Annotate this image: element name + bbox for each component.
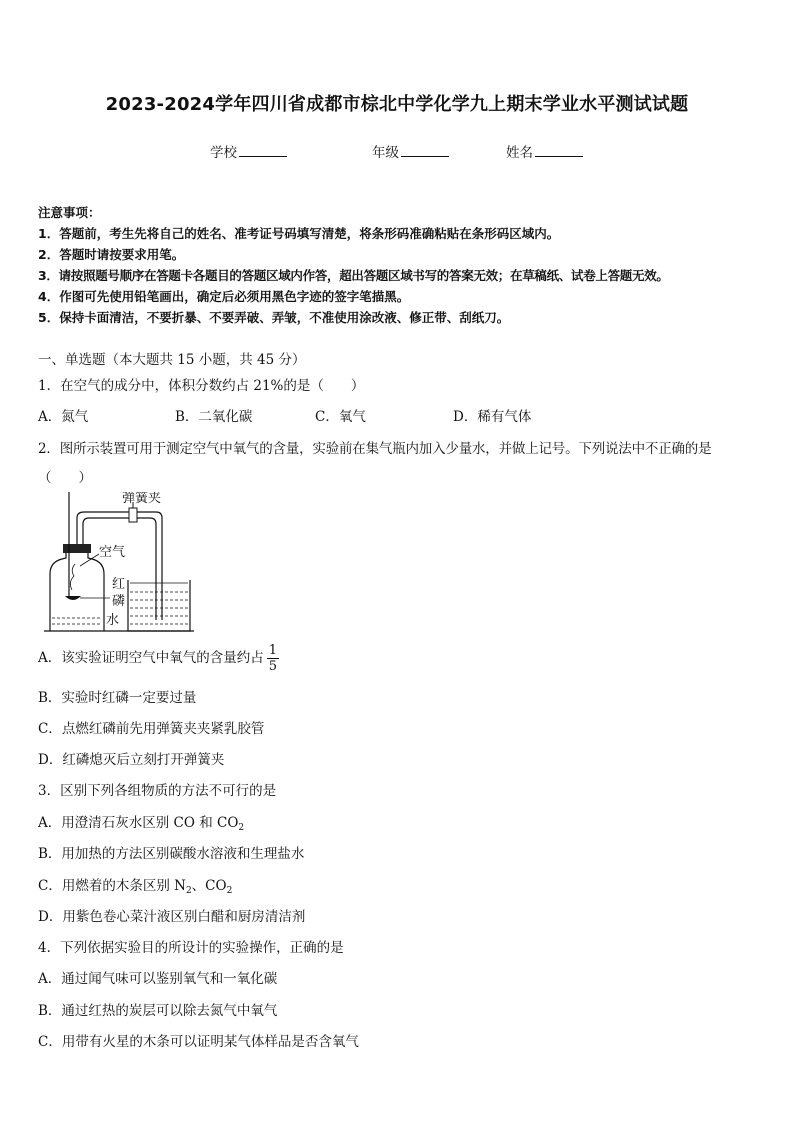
q2-option-b: B．实验时红磷一定要过量 [38, 690, 197, 706]
name-blank [535, 144, 583, 157]
notice-item: 5．保持卡面清洁，不要折暴、不要弄破、弄皱，不准使用涂改液、修正带、刮纸刀。 [38, 310, 510, 325]
name-label: 姓名 [506, 145, 533, 161]
school-field [210, 141, 287, 161]
q1-option-b: B．二氧化碳 [175, 409, 253, 425]
apparatus-diagram [44, 492, 196, 636]
question-4-stem: 4．下列依据实验目的所设计的实验操作，正确的是 [38, 940, 344, 956]
label-clamp: 弹簧夹 [122, 492, 162, 506]
question-1-stem: 1．在空气的成分中，体积分数约占 21%的是（ ） [38, 378, 365, 394]
q2-option-c: C．点燃红磷前先用弹簧夹夹紧乳胶管 [38, 721, 265, 737]
label-phosphorus: 磷 [112, 594, 126, 609]
name-field [506, 141, 583, 161]
grade-label: 年级 [372, 145, 399, 161]
q4-option-b: B．通过红热的炭层可以除去氮气中氧气 [38, 1003, 278, 1019]
notice-item: 4．作图可先使用铅笔画出，确定后必须用黑色字迹的签字笔描黑。 [38, 289, 410, 304]
notice-heading: 注意事项： [38, 205, 101, 220]
subscript: 2 [238, 823, 245, 833]
q3-option-c-text-mid: 、CO [191, 878, 227, 894]
label-water: 水 [106, 613, 120, 628]
q1-option-c: C．氧气 [315, 409, 366, 425]
label-air: 空气 [99, 545, 126, 560]
q2-option-a [38, 643, 279, 674]
q2-option-d: D．红磷熄灭后立刻打开弹簧夹 [38, 752, 225, 768]
notice-item: 2．答题时请按要求用笔。 [38, 247, 185, 262]
subscript: 2 [226, 886, 233, 896]
q2-option-a-text: A．该实验证明空气中氧气的含量约占 [38, 650, 264, 666]
label-red: 红 [112, 577, 126, 592]
grade-blank [401, 144, 449, 157]
q1-option-d: D．稀有气体 [453, 409, 532, 425]
q4-option-c: C．用带有火星的木条可以证明某气体样品是否含氧气 [38, 1034, 359, 1050]
fraction [267, 643, 279, 674]
q1-option-a: A．氮气 [38, 409, 89, 425]
q3-option-c [38, 874, 232, 896]
grade-field [372, 141, 449, 161]
q4-option-a: A．通过闻气味可以鉴别氧气和一氧化碳 [38, 971, 278, 987]
q3-option-a-text: A．用澄清石灰水区别 CO 和 CO [38, 815, 239, 831]
q3-option-d: D．用紫色卷心菜汁液区别白醋和厨房清洁剂 [38, 909, 306, 925]
school-blank [239, 144, 287, 157]
fraction-numerator: 1 [268, 643, 278, 658]
q3-option-a [38, 811, 244, 833]
notice-item: 3．请按照题号顺序在答题卡各题目的答题区域内作答，超出答题区域书写的答案无效；在草稿纸、试卷上答题无效。 [38, 268, 669, 283]
section-heading: 一、单选题（本大题共 15 小题，共 45 分） [38, 352, 306, 368]
notice-item: 1．答题前，考生先将自己的姓名、准考证号码填写清楚，将条形码准确粘贴在条形码区域内。 [38, 226, 560, 241]
q3-option-c-text: C．用燃着的木条区别 N [38, 878, 186, 894]
page-title: 2023-2024学年四川省成都市棕北中学化学九上期末学业水平测试试题 [105, 94, 689, 115]
q3-option-b: B．用加热的方法区别碳酸水溶液和生理盐水 [38, 846, 305, 862]
school-label: 学校 [210, 145, 237, 161]
question-2-paren: （ ） [38, 470, 92, 486]
question-2-stem: 2．图所示装置可用于测定空气中氧气的含量，实验前在集气瓶内加入少量水，并做上记号。下列说法中不正确的是 [38, 441, 712, 457]
question-3-stem: 3．区别下列各组物质的方法不可行的是 [38, 783, 277, 799]
subscript: 2 [185, 886, 192, 896]
fraction-denominator: 5 [268, 659, 278, 674]
